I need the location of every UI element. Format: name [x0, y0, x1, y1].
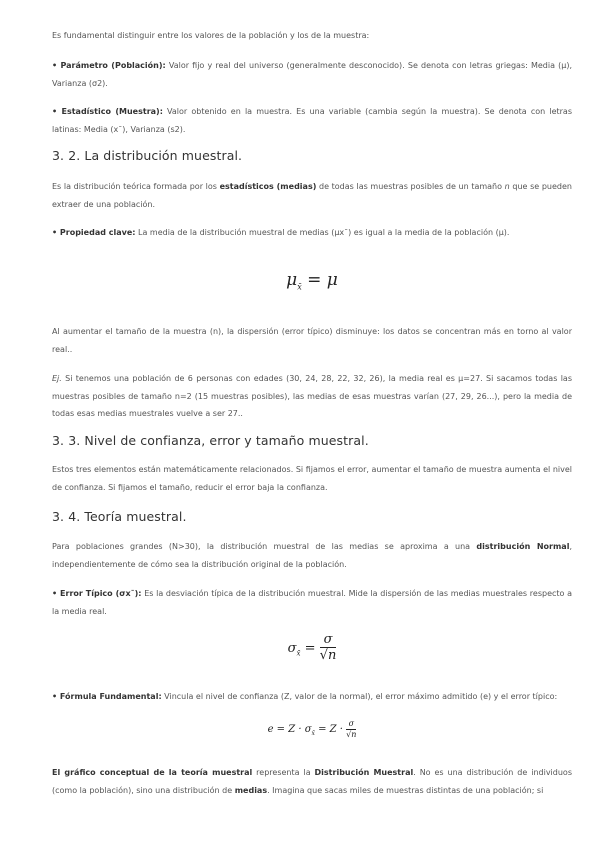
eq3-sub: x̄ — [311, 730, 315, 738]
sec34-p1-text-c: , independientemente de cómo sea la distribución original de la población. — [52, 542, 572, 569]
eq3-numerator: σ — [346, 720, 356, 730]
error-tipico-paragraph — [52, 585, 572, 620]
example-paragraph — [52, 370, 572, 423]
sec32-paragraph-1 — [52, 178, 572, 213]
eq3-fraction — [346, 720, 356, 739]
eq3-denominator: √n — [346, 729, 357, 739]
eq1-sub: x̄ — [297, 282, 302, 292]
final-paragraph — [52, 764, 572, 799]
sec32-p1-text-d: que se pueden extraer de una población. — [52, 182, 572, 209]
propiedad-paragraph — [52, 224, 572, 242]
equation-fundamental — [52, 720, 572, 739]
parametro-paragraph — [52, 57, 572, 92]
estadistico-label: • Estadístico (Muestra): — [52, 107, 163, 116]
error-tipico-text: Es la desviación típica de la distribución muestral. Mide la dispersión de las medias muestrales respecto a la media real. — [52, 589, 573, 616]
sec33-paragraph: Estos tres elementos están matemáticamente relacionados. Si fijamos el error, aumentar el tamaño de muestra aumenta el nivel de confianza. Si fijamos el tamaño, reducir el error baja la confianza. — [52, 465, 572, 492]
sec32-p1-text-c: de todas las muestras posibles de un tamaño — [316, 182, 505, 191]
intro-paragraph: Es fundamental distinguir entre los valores de la población y los de la muestra: — [52, 31, 370, 40]
sec32-paragraph-2: Al aumentar el tamaño de la muestra (n), la dispersión (error típico) disminuye: los datos se concentran más en torno al valor real.. — [52, 327, 572, 354]
sec32-p1-bold: estadísticos (medias) — [219, 182, 317, 191]
sec34-paragraph-1 — [52, 538, 572, 573]
eq2-fraction — [320, 633, 337, 664]
propiedad-label: • Propiedad clave: — [52, 228, 136, 237]
equation-standard-error — [52, 633, 572, 664]
formula-text: Vincula el nivel de confianza (Z, valor de la normal), el error máximo admitido (e) y el error típico: — [161, 692, 558, 701]
example-label: Ej. — [52, 374, 62, 383]
formula-label: • Fórmula Fundamental: — [52, 692, 162, 701]
sec34-p1-text-a: Para poblaciones grandes (N>30), la distribución muestral de las medias se aproxima a una — [52, 542, 477, 551]
final-text-f: . Imagina que sacas miles de muestras distintas de una población; si — [267, 785, 544, 795]
final-text-b: representa la — [252, 768, 315, 777]
sec34-p1-bold: distribución Normal — [476, 542, 570, 551]
eq2-denominator: √n — [319, 648, 337, 664]
eq1-rhs: = μ — [301, 270, 338, 290]
parametro-text: Valor fijo y real del universo (generalmente desconocido). Se denota con letras griegas: Media (μ), Varianza (σ2). — [52, 61, 572, 88]
eq1-lhs: μ — [286, 270, 298, 290]
section-heading-3-4: 3. 4. Teoría muestral. — [52, 509, 187, 524]
estadistico-paragraph — [52, 103, 572, 138]
sec32-p1-italic-n: n — [504, 182, 510, 191]
parametro-label: • Parámetro (Población): — [52, 61, 166, 70]
eq2-equals: = — [300, 640, 320, 656]
section-heading-3-3: 3. 3. Nivel de confianza, error y tamaño muestral. — [52, 433, 369, 448]
final-bold-e: medias — [234, 785, 268, 795]
eq3-left: e = Z · σ — [267, 724, 312, 736]
eq2-lhs: σ — [287, 640, 297, 656]
estadistico-text: Valor obtenido en la muestra. Es una variable (cambia según la muestra). Se denota con letras latinas: Media (x¯), Varianza (s2). — [52, 107, 572, 134]
final-bold-a: El gráfico conceptual de la teoría muestral — [52, 768, 253, 777]
sec32-p1-text-a: Es la distribución teórica formada por los — [52, 182, 220, 191]
final-bold-c: Distribución Muestral — [314, 768, 414, 777]
equation-mean-of-means — [52, 270, 572, 291]
eq3-mid: = Z · — [314, 724, 347, 736]
section-heading-3-2: 3. 2. La distribución muestral. — [52, 148, 243, 163]
eq2-numerator: σ — [320, 633, 337, 648]
propiedad-text: La media de la distribución muestral de medias (μx¯) es igual a la media de la población (μ). — [135, 228, 510, 237]
final-text-d: . No es una distribución de individuos (como la población), sino una distribución de — [52, 768, 572, 795]
error-tipico-label: • Error Típico (σx¯): — [52, 589, 142, 598]
formula-paragraph — [52, 688, 572, 706]
eq2-sub: x̄ — [296, 649, 301, 658]
example-text: Si tenemos una población de 6 personas con edades (30, 24, 28, 22, 32, 26), la media real es μ=27. Si sacamos todas las muestras posibles de tamaño n=2 (15 muestras posibles), las medias de esas muestras varían (27, 29, 26...), pero la media de todas esas medias muestrales vuelve a ser 27.. — [52, 374, 572, 418]
